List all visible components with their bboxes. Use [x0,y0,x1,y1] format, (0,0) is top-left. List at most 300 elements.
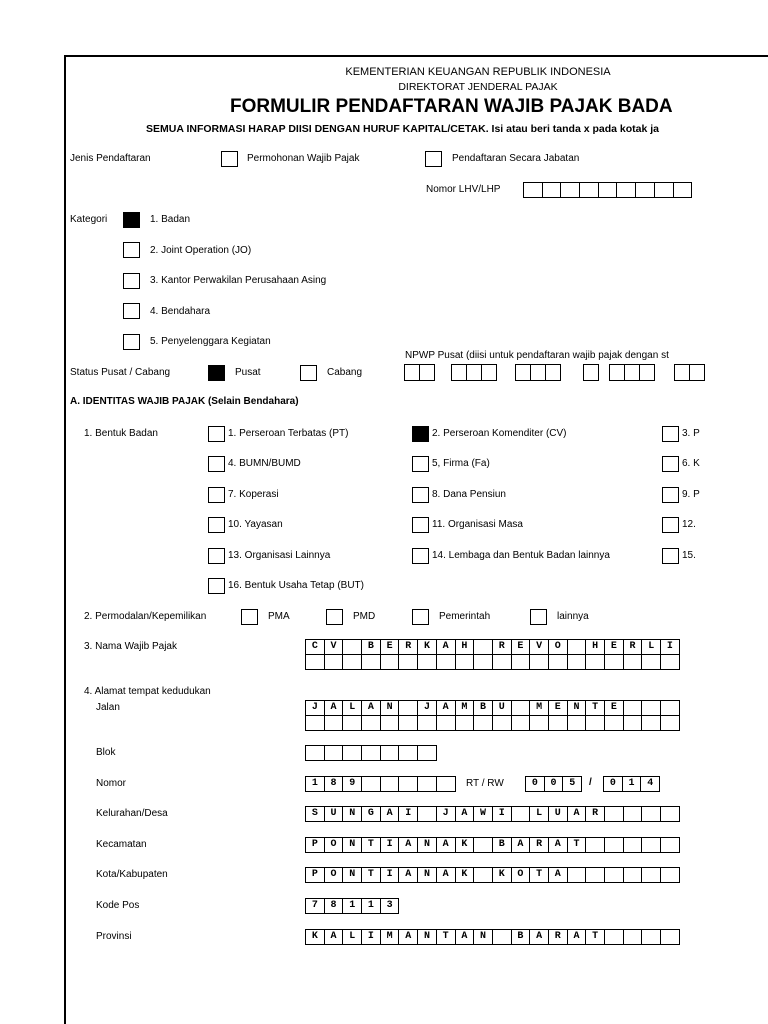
char-cell[interactable]: A [398,929,418,945]
char-cell[interactable] [305,715,325,731]
char-cell[interactable] [641,806,661,822]
char-cell[interactable] [604,806,624,822]
char-cell[interactable] [623,715,643,731]
blok-label: Blok [96,747,116,758]
bentuk-option: 12. [682,519,696,530]
char-cell[interactable]: 0 [544,776,564,792]
char-cell[interactable]: W [473,806,493,822]
char-cell[interactable]: A [361,700,381,716]
char-cell[interactable]: M [380,929,400,945]
char-cell[interactable]: O [548,639,568,655]
char-cell[interactable] [609,364,625,381]
kategori-badan-checkbox[interactable] [123,212,140,228]
char-cell[interactable] [673,182,693,198]
char-cell[interactable] [529,715,549,731]
kecamatan-label: Kecamatan [96,839,147,850]
bentuk-option: 13. Organisasi Lainnya [228,550,331,561]
char-cell[interactable]: N [417,837,437,853]
rtrw-label: RT / RW [466,778,504,789]
char-cell[interactable]: A [380,806,400,822]
char-cell[interactable]: A [436,639,456,655]
char-cell[interactable]: R [398,639,418,655]
char-cell[interactable]: B [492,837,512,853]
char-cell[interactable] [305,745,325,761]
char-cell[interactable] [473,867,493,883]
bentuk-checkbox[interactable] [412,548,429,564]
bentuk-option: 6. K [682,458,700,469]
char-cell[interactable] [436,715,456,731]
char-cell[interactable] [616,182,636,198]
char-cell[interactable] [380,745,400,761]
char-cell[interactable]: E [604,639,624,655]
char-cell[interactable]: N [417,867,437,883]
char-cell[interactable] [511,654,531,670]
kategori-kpa-checkbox[interactable] [123,273,140,289]
char-cell[interactable] [660,806,680,822]
char-cell[interactable]: N [380,700,400,716]
char-cell[interactable] [417,745,437,761]
bentuk-checkbox[interactable] [208,456,225,472]
char-cell[interactable]: E [511,639,531,655]
char-cell[interactable] [473,639,493,655]
char-cell[interactable] [451,364,467,381]
cabang-label: Cabang [327,367,363,378]
char-cell[interactable] [604,929,624,945]
char-cell[interactable]: 7 [305,898,325,914]
char-cell[interactable]: T [585,929,605,945]
char-cell[interactable]: M [455,700,475,716]
char-cell[interactable]: A [548,837,568,853]
char-cell[interactable] [492,654,512,670]
char-cell[interactable] [380,654,400,670]
char-cell[interactable] [585,654,605,670]
char-cell[interactable]: R [585,806,605,822]
char-cell[interactable] [604,837,624,853]
npwp-group[interactable] [674,364,704,381]
rw-input[interactable] [603,776,659,792]
bentuk-checkbox[interactable] [662,487,679,503]
char-cell[interactable] [623,867,643,883]
kategori-jo-checkbox[interactable] [123,242,140,258]
char-cell[interactable] [361,776,381,792]
bentuk-checkbox[interactable] [208,548,225,564]
char-cell[interactable] [342,654,362,670]
char-cell[interactable]: I [380,837,400,853]
bentuk-option: 2. Perseroan Komenditer (CV) [432,428,567,439]
form-title: FORMULIR PENDAFTARAN WAJIB PAJAK BADA [230,96,673,117]
char-cell[interactable]: N [417,929,437,945]
bentuk-checkbox[interactable] [412,456,429,472]
kelurahan-label: Kelurahan/Desa [96,808,168,819]
char-cell[interactable]: L [641,639,661,655]
char-cell[interactable] [342,715,362,731]
char-cell[interactable]: 1 [305,776,325,792]
bentuk-checkbox[interactable] [208,578,225,594]
char-cell[interactable] [324,715,344,731]
bentuk-checkbox[interactable] [662,517,679,533]
char-cell[interactable]: R [529,837,549,853]
char-cell[interactable]: L [529,806,549,822]
char-cell[interactable]: A [324,700,344,716]
nama-input-row2[interactable] [305,654,679,670]
char-cell[interactable] [523,182,543,198]
char-cell[interactable]: E [548,700,568,716]
char-cell[interactable] [436,654,456,670]
char-cell[interactable]: 8 [324,776,344,792]
char-cell[interactable]: A [511,837,531,853]
pmd-label: PMD [353,611,376,622]
char-cell[interactable] [380,715,400,731]
char-cell[interactable] [560,182,580,198]
char-cell[interactable] [542,182,562,198]
pma-checkbox[interactable] [241,609,258,625]
char-cell[interactable] [641,837,661,853]
char-cell[interactable] [398,700,418,716]
char-cell[interactable]: T [585,700,605,716]
permodalan-label: 2. Permodalan/Kepemilikan [84,611,207,622]
pusat-label: Pusat [235,367,261,378]
pmd-checkbox[interactable] [326,609,343,625]
char-cell[interactable] [567,639,587,655]
char-cell[interactable]: P [305,867,325,883]
char-cell[interactable]: R [623,639,643,655]
bentuk-option: 16. Bentuk Usaha Tetap (BUT) [228,580,364,591]
char-cell[interactable]: A [436,867,456,883]
char-cell[interactable]: K [305,929,325,945]
char-cell[interactable]: I [660,639,680,655]
char-cell[interactable] [635,182,655,198]
char-cell[interactable]: K [455,837,475,853]
char-cell[interactable] [623,806,643,822]
kelurahan-input[interactable] [305,806,679,822]
char-cell[interactable] [404,364,420,381]
kodepos-label: Kode Pos [96,900,140,911]
jenis-pendaftaran-label: Jenis Pendaftaran [70,153,151,164]
bentuk-checkbox[interactable] [662,548,679,564]
char-cell[interactable]: 0 [603,776,623,792]
char-cell[interactable] [398,654,418,670]
char-cell[interactable] [660,715,680,731]
lainnya-label: lainnya [557,611,589,622]
char-cell[interactable]: N [342,867,362,883]
bentuk-option: 1. Perseroan Terbatas (PT) [228,428,349,439]
bentuk-checkbox[interactable] [208,487,225,503]
pemerintah-checkbox[interactable] [412,609,429,625]
char-cell[interactable]: T [361,837,381,853]
char-cell[interactable]: I [380,867,400,883]
kategori-item: 5. Penyelenggara Kegiatan [150,336,271,347]
char-cell[interactable] [604,654,624,670]
kategori-label: Kategori [70,214,108,225]
char-cell[interactable]: 1 [361,898,381,914]
bentuk-checkbox[interactable] [208,426,225,442]
char-cell[interactable]: J [436,806,456,822]
char-cell[interactable]: K [455,867,475,883]
char-cell[interactable] [473,837,493,853]
char-cell[interactable] [455,715,475,731]
char-cell[interactable] [641,867,661,883]
char-cell[interactable]: H [585,639,605,655]
char-cell[interactable] [567,654,587,670]
char-cell[interactable]: K [492,867,512,883]
char-cell[interactable] [604,715,624,731]
char-cell[interactable]: U [324,806,344,822]
char-cell[interactable] [455,654,475,670]
char-cell[interactable] [511,700,531,716]
jalan-label: Jalan [96,702,120,713]
kota-label: Kota/Kabupaten [96,869,168,880]
char-cell[interactable]: T [567,837,587,853]
char-cell[interactable]: U [492,700,512,716]
char-cell[interactable]: K [417,639,437,655]
bentuk-option: 4. BUMN/BUMD [228,458,301,469]
permohonan-label: Permohonan Wajib Pajak [247,153,360,164]
char-cell[interactable]: A [567,806,587,822]
char-cell[interactable]: E [380,639,400,655]
char-cell[interactable] [660,837,680,853]
char-cell[interactable] [604,867,624,883]
char-cell[interactable] [511,806,531,822]
char-cell[interactable] [398,776,418,792]
char-cell[interactable] [623,700,643,716]
char-cell[interactable]: A [398,837,418,853]
char-cell[interactable]: N [567,700,587,716]
char-cell[interactable]: T [436,929,456,945]
char-cell[interactable]: A [548,867,568,883]
char-cell[interactable] [324,745,344,761]
char-cell[interactable] [436,776,456,792]
char-cell[interactable] [598,182,618,198]
char-cell[interactable] [567,867,587,883]
provinsi-input[interactable] [305,929,679,945]
kategori-penyelenggara-checkbox[interactable] [123,334,140,350]
char-cell[interactable]: L [342,700,362,716]
jalan-input-row2[interactable] [305,715,679,731]
char-cell[interactable]: A [324,929,344,945]
char-cell[interactable]: 4 [640,776,660,792]
char-cell[interactable]: G [361,806,381,822]
char-cell[interactable]: O [511,867,531,883]
char-cell[interactable]: I [398,806,418,822]
bentuk-option: 5, Firma (Fa) [432,458,490,469]
char-cell[interactable]: L [342,929,362,945]
char-cell[interactable] [481,364,497,381]
char-cell[interactable]: R [548,929,568,945]
char-cell[interactable] [305,654,325,670]
bentuk-cv-checkbox[interactable] [412,426,429,442]
bentuk-option: 15. [682,550,696,561]
char-cell[interactable] [583,364,599,381]
char-cell[interactable]: P [305,837,325,853]
char-cell[interactable] [579,182,599,198]
char-cell[interactable] [530,364,546,381]
char-cell[interactable] [623,837,643,853]
bentuk-option: 3. P [682,428,700,439]
char-cell[interactable] [492,715,512,731]
char-cell[interactable] [361,654,381,670]
char-cell[interactable]: R [492,639,512,655]
blok-input[interactable] [305,745,436,761]
char-cell[interactable] [361,745,381,761]
char-cell[interactable] [529,654,549,670]
kota-input[interactable] [305,867,679,883]
char-cell[interactable] [417,776,437,792]
char-cell[interactable]: O [324,867,344,883]
npwp-group[interactable] [583,364,598,381]
char-cell[interactable]: I [492,806,512,822]
char-cell[interactable]: B [511,929,531,945]
char-cell[interactable] [585,715,605,731]
char-cell[interactable] [342,745,362,761]
kategori-item: 4. Bendahara [150,306,211,317]
char-cell[interactable]: 9 [342,776,362,792]
char-cell[interactable] [660,654,680,670]
char-cell[interactable]: M [529,700,549,716]
bentuk-checkbox[interactable] [412,487,429,503]
pemerintah-label: Pemerintah [439,611,491,622]
char-cell[interactable]: H [455,639,475,655]
char-cell[interactable] [689,364,705,381]
char-cell[interactable]: A [436,837,456,853]
char-cell[interactable] [585,867,605,883]
pusat-checkbox[interactable] [208,365,225,381]
char-cell[interactable] [623,654,643,670]
char-cell[interactable] [660,929,680,945]
char-cell[interactable]: A [455,929,475,945]
char-cell[interactable] [342,639,362,655]
char-cell[interactable] [548,715,568,731]
char-cell[interactable]: U [548,806,568,822]
char-cell[interactable] [624,364,640,381]
char-cell[interactable] [417,654,437,670]
nomor-label: Nomor [96,778,127,789]
char-cell[interactable] [545,364,561,381]
pendaftaran-jabatan-checkbox[interactable] [425,151,442,167]
char-cell[interactable] [324,654,344,670]
char-cell[interactable]: N [342,806,362,822]
npwp-group[interactable] [404,364,434,381]
ministry-heading: KEMENTERIAN KEUANGAN REPUBLIK INDONESIA [345,66,611,78]
bentuk-checkbox[interactable] [412,517,429,533]
permohonan-checkbox[interactable] [221,151,238,167]
nama-label: 3. Nama Wajib Pajak [84,641,177,652]
char-cell[interactable]: A [529,929,549,945]
char-cell[interactable]: 1 [622,776,642,792]
char-cell[interactable] [511,715,531,731]
nomor-input[interactable] [305,776,455,792]
lainnya-checkbox[interactable] [530,609,547,625]
alamat-label: 4. Alamat tempat kedudukan [84,686,211,697]
cabang-checkbox[interactable] [300,365,317,381]
char-cell[interactable] [515,364,531,381]
nomor-lhv-input[interactable] [523,182,691,198]
char-cell[interactable]: A [436,700,456,716]
char-cell[interactable] [660,700,680,716]
char-cell[interactable] [641,700,661,716]
char-cell[interactable] [623,929,643,945]
char-cell[interactable]: B [473,700,493,716]
npwp-group[interactable] [515,364,560,381]
section-a-title: A. IDENTITAS WAJIB PAJAK (Selain Bendahara) [70,396,299,407]
npwp-group[interactable] [451,364,496,381]
char-cell[interactable] [380,776,400,792]
kecamatan-input[interactable] [305,837,679,853]
rt-input[interactable] [525,776,581,792]
char-cell[interactable] [641,654,661,670]
char-cell[interactable]: N [342,837,362,853]
char-cell[interactable]: 5 [562,776,582,792]
char-cell[interactable]: J [417,700,437,716]
char-cell[interactable] [660,867,680,883]
char-cell[interactable]: E [604,700,624,716]
char-cell[interactable] [417,715,437,731]
char-cell[interactable] [641,929,661,945]
char-cell[interactable]: V [324,639,344,655]
char-cell[interactable]: 1 [342,898,362,914]
char-cell[interactable]: V [529,639,549,655]
char-cell[interactable]: 8 [324,898,344,914]
directorate-heading: DIREKTORAT JENDERAL PAJAK [398,81,558,93]
bentuk-option: 9. P [682,489,700,500]
char-cell[interactable]: A [567,929,587,945]
char-cell[interactable] [398,715,418,731]
kategori-bendahara-checkbox[interactable] [123,303,140,319]
bentuk-checkbox[interactable] [208,517,225,533]
char-cell[interactable] [567,715,587,731]
kodepos-input[interactable] [305,898,398,914]
char-cell[interactable] [361,715,381,731]
char-cell[interactable]: N [473,929,493,945]
char-cell[interactable] [641,715,661,731]
char-cell[interactable] [473,654,493,670]
char-cell[interactable]: 0 [525,776,545,792]
char-cell[interactable] [466,364,482,381]
char-cell[interactable] [419,364,435,381]
rtrw-separator: / [589,777,592,788]
char-cell[interactable]: C [305,639,325,655]
char-cell[interactable]: I [361,929,381,945]
bentuk-checkbox[interactable] [662,426,679,442]
char-cell[interactable]: A [398,867,418,883]
char-cell[interactable] [639,364,655,381]
char-cell[interactable] [654,182,674,198]
nama-input-row1[interactable] [305,639,679,655]
bentuk-checkbox[interactable] [662,456,679,472]
char-cell[interactable]: S [305,806,325,822]
char-cell[interactable] [548,654,568,670]
char-cell[interactable] [585,837,605,853]
char-cell[interactable]: A [455,806,475,822]
bentuk-option: 14. Lembaga dan Bentuk Badan lainnya [432,550,610,561]
char-cell[interactable]: T [529,867,549,883]
char-cell[interactable]: B [361,639,381,655]
char-cell[interactable] [674,364,690,381]
char-cell[interactable]: T [361,867,381,883]
char-cell[interactable]: J [305,700,325,716]
jalan-input-row1[interactable] [305,700,679,716]
provinsi-label: Provinsi [96,931,132,942]
status-label: Status Pusat / Cabang [70,367,171,378]
bentuk-option: 10. Yayasan [228,519,283,530]
char-cell[interactable] [492,929,512,945]
char-cell[interactable] [417,806,437,822]
char-cell[interactable] [398,745,418,761]
char-cell[interactable]: 3 [380,898,400,914]
kategori-item: 3. Kantor Perwakilan Perusahaan Asing [150,275,327,286]
npwp-group[interactable] [609,364,654,381]
char-cell[interactable] [473,715,493,731]
char-cell[interactable]: O [324,837,344,853]
